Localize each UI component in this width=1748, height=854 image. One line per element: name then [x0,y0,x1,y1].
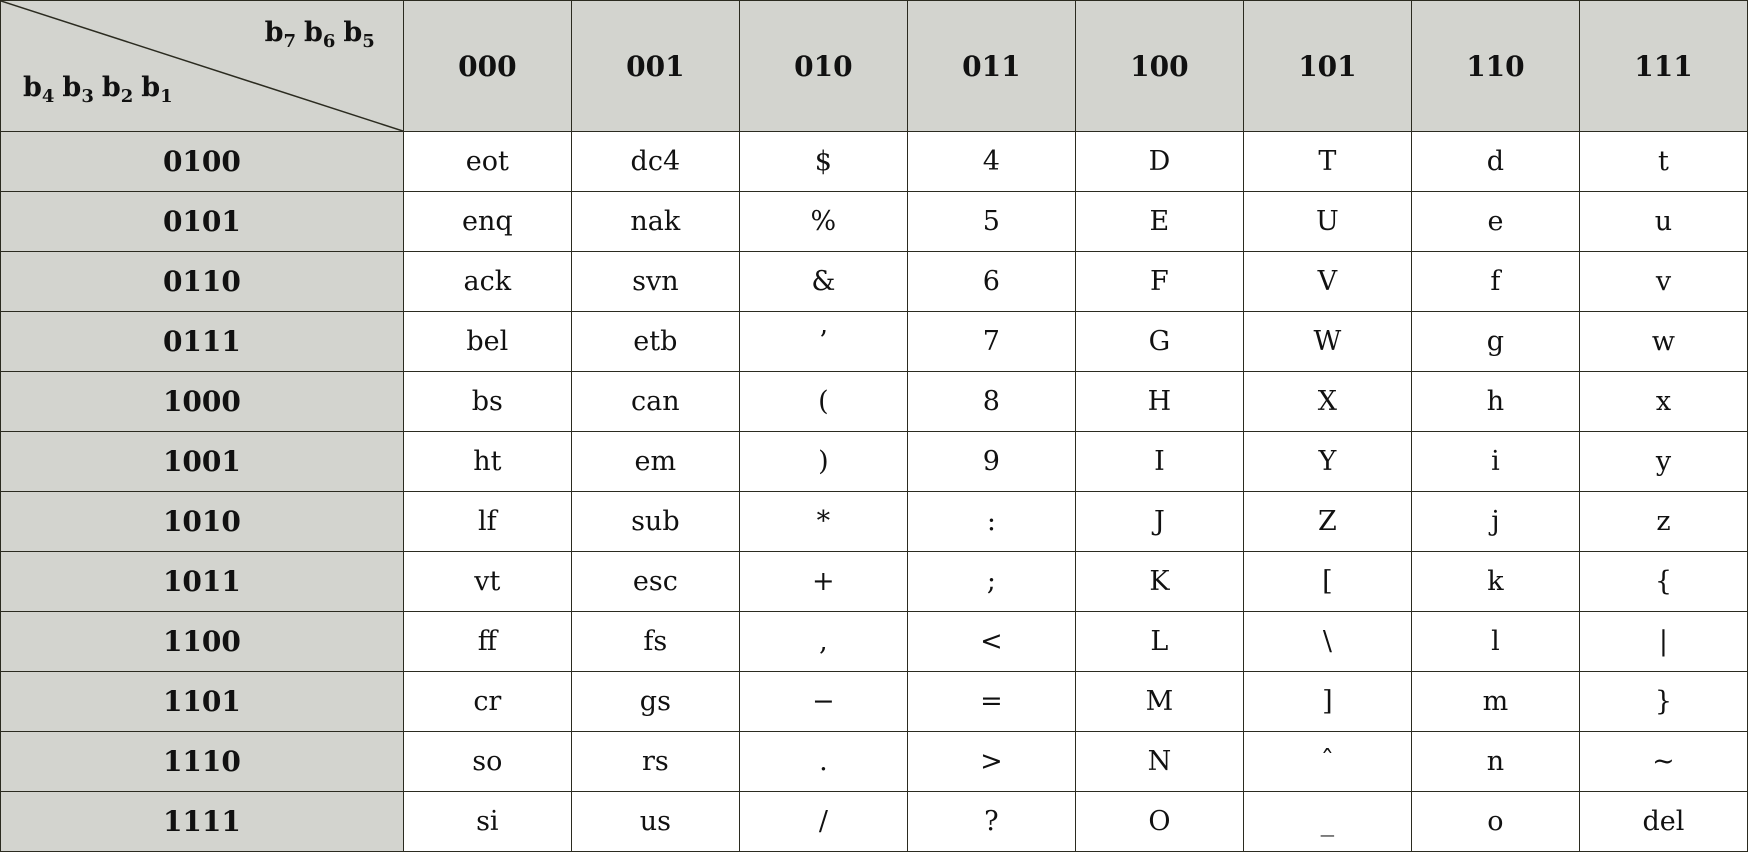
table-cell: W [1243,312,1411,372]
table-cell: si [403,792,571,852]
table-cell: % [739,192,907,252]
column-header: 101 [1243,1,1411,132]
table-cell: n [1411,732,1579,792]
table-cell: ; [907,552,1075,612]
table-cell: so [403,732,571,792]
table-cell: ’ [739,312,907,372]
table-cell: ) [739,432,907,492]
low-bits-label: $b_4$ $b_3$ $b_2$ $b_1$ [23,72,173,107]
table-cell: { [1579,552,1747,612]
table-cell: z [1579,492,1747,552]
table-row [1,252,1748,312]
table-cell: d [1411,132,1579,192]
row-header: 0111 [1,312,404,372]
table-cell: m [1411,672,1579,732]
table-cell: _ [1243,792,1411,852]
table-cell: : [907,492,1075,552]
table-row [1,132,1748,192]
table-cell: dc4 [571,132,739,192]
table-cell: bs [403,372,571,432]
table-cell: fs [571,612,739,672]
table-cell: ack [403,252,571,312]
table-cell: [ [1243,552,1411,612]
table-cell: \ [1243,612,1411,672]
table-cell: O [1075,792,1243,852]
table-cell: } [1579,672,1747,732]
table-cell: = [907,672,1075,732]
table-cell: h [1411,372,1579,432]
table-cell: , [739,612,907,672]
table-cell: M [1075,672,1243,732]
table-cell: / [739,792,907,852]
table-cell: l [1411,612,1579,672]
table-cell: * [739,492,907,552]
table-cell: ff [403,612,571,672]
table-cell: 7 [907,312,1075,372]
table-cell: nak [571,192,739,252]
table-cell: ~ [1579,732,1747,792]
column-header: 100 [1075,1,1243,132]
table-cell: del [1579,792,1747,852]
table-cell: X [1243,372,1411,432]
table-cell: svn [571,252,739,312]
row-header: 0101 [1,192,404,252]
table-cell: ht [403,432,571,492]
table-row [1,192,1748,252]
table-cell: F [1075,252,1243,312]
column-header: 110 [1411,1,1579,132]
table-cell: H [1075,372,1243,432]
table-cell: em [571,432,739,492]
table-cell: v [1579,252,1747,312]
row-header: 1100 [1,612,404,672]
table-cell: Y [1243,432,1411,492]
table-cell: enq [403,192,571,252]
table-row [1,732,1748,792]
table-cell: g [1411,312,1579,372]
table-row [1,432,1748,492]
column-header: 001 [571,1,739,132]
table-cell: sub [571,492,739,552]
table-cell: can [571,372,739,432]
table-cell: ] [1243,672,1411,732]
table-cell: J [1075,492,1243,552]
header-row [1,1,1748,132]
table-cell: w [1579,312,1747,372]
table-cell: etb [571,312,739,372]
table-cell: lf [403,492,571,552]
table-cell: 9 [907,432,1075,492]
table-cell: y [1579,432,1747,492]
table-cell: gs [571,672,739,732]
table-cell: ( [739,372,907,432]
table-cell: 4 [907,132,1075,192]
table-cell: − [739,672,907,732]
table-row [1,792,1748,852]
table-row [1,312,1748,372]
table-cell: < [907,612,1075,672]
table-cell: cr [403,672,571,732]
table-row [1,492,1748,552]
table-cell: L [1075,612,1243,672]
table-cell: o [1411,792,1579,852]
table-cell: 8 [907,372,1075,432]
column-header: 011 [907,1,1075,132]
table-cell: i [1411,432,1579,492]
table-cell: | [1579,612,1747,672]
table-cell: + [739,552,907,612]
table-row [1,372,1748,432]
table-cell: eot [403,132,571,192]
row-header: 1010 [1,492,404,552]
table-cell: rs [571,732,739,792]
table-cell: vt [403,552,571,612]
table-cell: G [1075,312,1243,372]
row-header: 1110 [1,732,404,792]
table-cell: . [739,732,907,792]
high-bits-label: $b_7$ $b_6$ $b_5$ [264,17,375,52]
table-cell: N [1075,732,1243,792]
table-cell: > [907,732,1075,792]
table-cell: bel [403,312,571,372]
table-cell: U [1243,192,1411,252]
table-cell: x [1579,372,1747,432]
table-cell: esc [571,552,739,612]
table-cell: D [1075,132,1243,192]
row-header: 1101 [1,672,404,732]
table-cell: $ [739,132,907,192]
table-cell: 6 [907,252,1075,312]
row-header: 1001 [1,432,404,492]
table-cell: ? [907,792,1075,852]
table-cell: I [1075,432,1243,492]
table-cell: 5 [907,192,1075,252]
table-cell: E [1075,192,1243,252]
table-row [1,672,1748,732]
table-cell: t [1579,132,1747,192]
table-cell: e [1411,192,1579,252]
table-cell: j [1411,492,1579,552]
table-cell: u [1579,192,1747,252]
table-body [1,132,1748,852]
table-row [1,552,1748,612]
column-header: 111 [1579,1,1747,132]
table-cell: Z [1243,492,1411,552]
table-cell: T [1243,132,1411,192]
row-header: 1000 [1,372,404,432]
table-cell: ˆ [1243,732,1411,792]
bit-corner-cell [1,1,404,132]
row-header: 1011 [1,552,404,612]
table-cell: us [571,792,739,852]
row-header: 1111 [1,792,404,852]
row-header: 0100 [1,132,404,192]
table-cell: & [739,252,907,312]
row-header: 0110 [1,252,404,312]
table-cell: k [1411,552,1579,612]
table-cell: f [1411,252,1579,312]
column-header: 000 [403,1,571,132]
table-cell: K [1075,552,1243,612]
table-row [1,612,1748,672]
table-cell: V [1243,252,1411,312]
column-header: 010 [739,1,907,132]
